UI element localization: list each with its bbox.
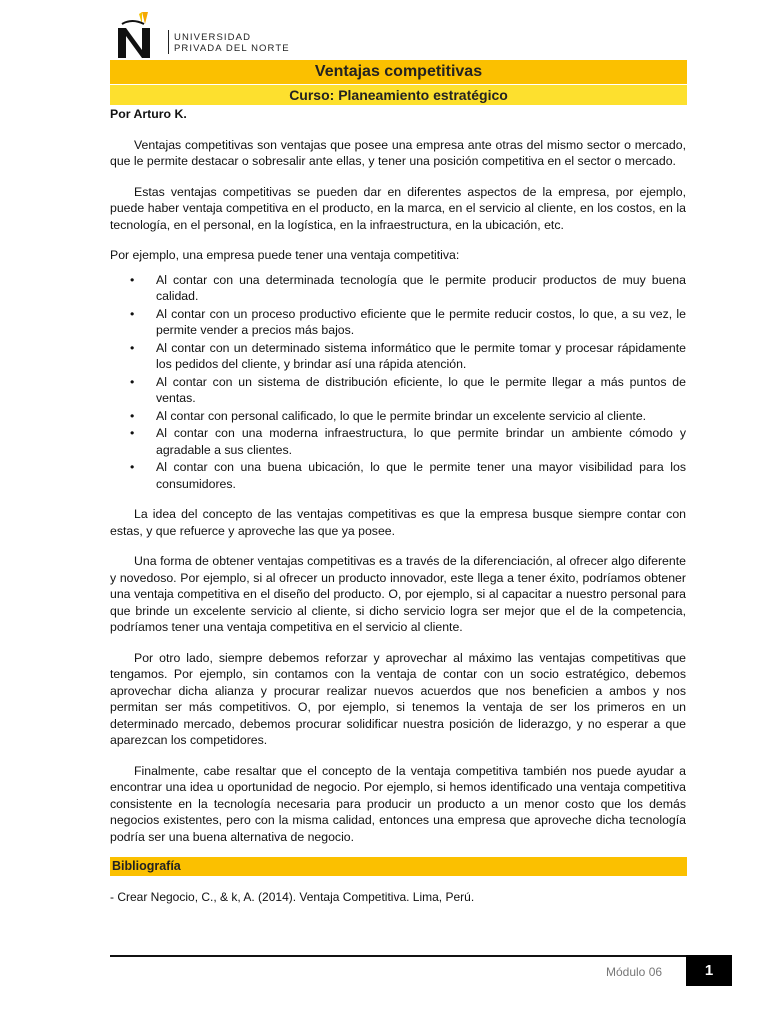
document-body <box>110 106 686 859</box>
bullet-icon: • <box>130 374 135 389</box>
page-number: 1 <box>686 955 732 986</box>
paragraph-6: Finalmente, cabe resaltar que el concepto de la ventaja competitiva también nos puede ayudar a encontrar una idea u oportunidad de negocio. Por ejemplo, si hemos identificado una ventaja competitiva consistente en la tecnología necesaria para producir un producto a un menor costo que los demás negocios existentes, pero con la misma calidad, entonces una empresa que aproveche dicha tecnología podría ser una buena alternativa de negocio. <box>110 763 686 844</box>
list-item-text: Al contar con un sistema de distribución eficiente, lo que le permite llegar a más puntos de ventas. <box>156 374 686 405</box>
list-item <box>110 340 686 373</box>
bibliography-entry: - Crear Negocio, C., & k, A. (2014). Ventaja Competitiva. Lima, Perú. <box>110 890 475 904</box>
bibliography-heading: Bibliografía <box>110 857 687 876</box>
list-intro: Por ejemplo, una empresa puede tener una ventaja competitiva: <box>110 248 460 262</box>
paragraph-1: Ventajas competitivas son ventajas que posee una empresa ante otras del mismo sector o mercado, que le permite destacar o sobresalir ante ellas, y tener una posición competitiva en el sector o mercado. <box>110 137 686 168</box>
author: Por Arturo K. <box>110 107 187 121</box>
paragraph-3: La idea del concepto de las ventajas competitivas es que la empresa busque siempre contar con estas, y que refuerce y aproveche las que ya posee. <box>110 507 686 538</box>
logo-line-1: UNIVERSIDAD <box>174 32 252 43</box>
list-item <box>110 408 686 425</box>
list-item <box>110 306 686 339</box>
document-title: Ventajas competitivas <box>110 60 687 84</box>
paragraph-5: Por otro lado, siempre debemos reforzar y aprovechar al máximo las ventajas competitivas que tengamos. Por ejemplo, sin contamos con la ventaja de contar con un socio estratégico, debemos aprovechar dicha alianza y procurar realizar nuevos acuerdos que nos beneficien a ambos y nos permitan ser más competitivos. O, por ejemplo, si tenemos la ventaja de ser los primeros en un determinado mercado, debemos procurar solidificar nuestra posición de liderazgo, y no esperar a que aparezcan los competidores. <box>110 650 686 747</box>
bullet-icon: • <box>130 272 135 287</box>
module-label: Módulo 06 <box>606 965 663 979</box>
list-item-text: Al contar con una buena ubicación, lo que le permite tener una mayor visibilidad para los consumidores. <box>156 460 686 491</box>
logo-text <box>168 32 290 54</box>
paragraph-2: Estas ventajas competitivas se pueden dar en diferentes aspectos de la empresa, por ejemplo, puede haber ventaja competitiva en el producto, en la marca, en el servicio al cliente, en los costos, en la tecnología, en el personal, en la logística, en la infraestructura, en la ubicación, etc. <box>110 184 686 232</box>
logo-line-2: PRIVADA DEL NORTE <box>174 43 290 54</box>
paragraph-4: Una forma de obtener ventajas competitivas es a través de la diferenciación, al ofrecer algo diferente y novedoso. Por ejemplo, si al ofrecer un producto innovador, este llega a tener éxito, podríamos obtener una ventaja competitiva en el diseño del producto. O, por ejemplo, si al capacitar a nuestro personal para que brinde un excelente servicio al cliente, si dicho servicio logra ser mejor que el de la competencia, podríamos tener una ventaja competitiva en el servicio al cliente. <box>110 554 686 634</box>
advantages-list <box>110 272 686 493</box>
bullet-icon: • <box>130 426 135 440</box>
list-item <box>110 272 686 305</box>
list-item-text: Al contar con una moderna infraestructura, lo que permite brindar un ambiente cómodo y agradable a sus clientes. <box>156 426 686 457</box>
list-item-text: Al contar con un proceso productivo eficiente que le permite reducir costos, lo que, a su vez, le permite vender a precios más bajos. <box>156 306 686 337</box>
course-subtitle: Curso: Planeamiento estratégico <box>110 85 687 105</box>
upn-n-icon <box>112 10 164 60</box>
bullet-icon: • <box>130 340 135 355</box>
university-logo <box>112 10 290 60</box>
list-item <box>110 374 686 407</box>
list-item <box>110 459 686 492</box>
footer-divider <box>110 955 688 957</box>
list-item <box>110 425 686 458</box>
list-item-text: Al contar con personal calificado, lo que le permite brindar un excelente servicio al cliente. <box>156 408 647 423</box>
bullet-icon: • <box>130 460 135 474</box>
list-item-text: Al contar con una determinada tecnología que le permite producir productos de muy buena calidad. <box>156 272 686 303</box>
list-item-text: Al contar con un determinado sistema informático que le permite tomar y procesar rápidamente los pedidos del cliente, y brindar así una rápida atención. <box>156 340 686 371</box>
bullet-icon: • <box>130 408 135 423</box>
bullet-icon: • <box>130 306 135 321</box>
